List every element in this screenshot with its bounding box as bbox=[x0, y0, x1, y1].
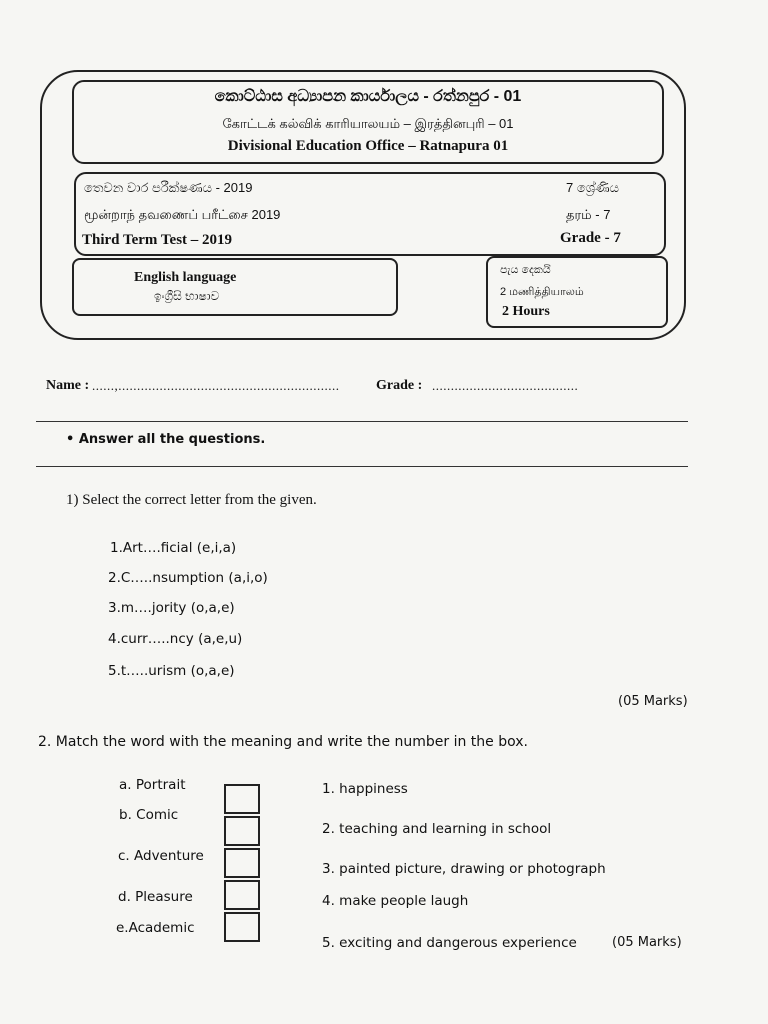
grade-tamil: தரம் - 7 bbox=[566, 207, 611, 222]
grade-field[interactable]: ....................................... bbox=[432, 378, 579, 393]
q2-word: b. Comic bbox=[119, 807, 179, 823]
grade-english: Grade - 7 bbox=[560, 230, 621, 246]
instruction-text: • Answer all the questions. bbox=[66, 432, 266, 447]
q1-marks: (05 Marks) bbox=[618, 694, 688, 709]
q2-title: 2. Match the word with the meaning and write the number in the box. bbox=[38, 734, 528, 750]
test-title-tamil: மூன்றாந் தவணைப் பரீட்சை 2019 bbox=[84, 207, 281, 222]
answer-box[interactable] bbox=[224, 848, 260, 878]
q1-item: 1.Art….ficial (e,i,a) bbox=[110, 540, 237, 556]
grade-sinhala: 7 ශ්‍රේණිය bbox=[566, 180, 619, 195]
name-field[interactable]: ......,........................................................... bbox=[92, 378, 340, 393]
time-tamil: 2 மணித்தியாலம் bbox=[500, 286, 584, 298]
q1-title: 1) Select the correct letter from the given. bbox=[66, 492, 317, 508]
q2-word: c. Adventure bbox=[118, 848, 204, 864]
office-title-sinhala: කොට්ඨාස අධ්‍යාපන කාර්යාලය - රත්නපුර - 01 bbox=[214, 88, 522, 105]
subject-english: English language bbox=[134, 270, 237, 285]
time-english: 2 Hours bbox=[502, 304, 550, 319]
test-title-sinhala: තෙවන වාර පරීක්ෂණය - 2019 bbox=[84, 180, 253, 195]
q2-marks: (05 Marks) bbox=[612, 935, 682, 950]
name-label: Name : bbox=[46, 378, 90, 393]
subject-sinhala: ඉංග්‍රීසි භාෂාව bbox=[154, 289, 220, 303]
subject-box bbox=[72, 258, 398, 316]
q1-item: 2.C…..nsumption (a,i,o) bbox=[108, 570, 268, 586]
divider-top bbox=[36, 421, 688, 422]
q2-meaning: 5. exciting and dangerous experience bbox=[322, 935, 577, 951]
grade-label: Grade : bbox=[376, 378, 423, 393]
divider-bottom bbox=[36, 466, 688, 467]
q1-item: 5.t…..urism (o,a,e) bbox=[108, 663, 235, 679]
q1-item: 4.curr…..ncy (a,e,u) bbox=[108, 631, 243, 647]
time-sinhala: පැය දෙකයි bbox=[500, 264, 551, 276]
q2-word: d. Pleasure bbox=[118, 889, 193, 905]
q1-item: 3.m….jority (o,a,e) bbox=[108, 600, 235, 616]
q2-meaning: 1. happiness bbox=[322, 781, 408, 797]
q2-word: e.Academic bbox=[116, 920, 195, 936]
office-title-tamil: கோட்டக் கல்விக் காரியாலயம் – இரத்தினபுரி – 01 bbox=[222, 116, 514, 131]
answer-box[interactable] bbox=[224, 912, 260, 942]
answer-box[interactable] bbox=[224, 816, 260, 846]
q2-meaning: 4. make people laugh bbox=[322, 893, 469, 909]
q2-meaning: 2. teaching and learning in school bbox=[322, 821, 552, 837]
office-title-english: Divisional Education Office – Ratnapura 01 bbox=[227, 138, 509, 154]
q2-meaning: 3. painted picture, drawing or photograph bbox=[322, 861, 606, 877]
test-title-english: Third Term Test – 2019 bbox=[82, 232, 233, 248]
q2-word: a. Portrait bbox=[119, 777, 186, 793]
answer-box[interactable] bbox=[224, 784, 260, 814]
answer-box[interactable] bbox=[224, 880, 260, 910]
